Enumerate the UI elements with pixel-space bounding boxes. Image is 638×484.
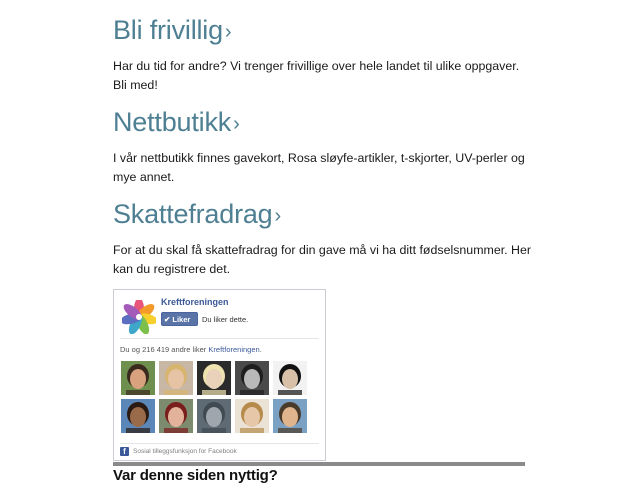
chevron-right-icon: › [233, 113, 240, 135]
checkmark-icon: ✔ [164, 315, 171, 324]
section-nettbutikk [113, 106, 533, 187]
facebook-like-label: Liker [172, 315, 191, 324]
friend-avatar[interactable] [273, 361, 307, 395]
bli-frivillig-heading: Bli frivillig [113, 15, 223, 45]
friend-avatar[interactable] [197, 399, 231, 433]
facebook-divider [120, 338, 319, 339]
bli-frivillig-text: Har du tid for andre? Vi trenger frivillige over hele landet til ulike oppgaver. Bli med! [113, 59, 520, 92]
skattefradrag-link[interactable] [113, 198, 533, 233]
facebook-page-link[interactable]: Kreftforeningen [208, 345, 260, 354]
skattefradrag-text: For at du skal få skattefradrag for din gave må vi ha ditt fødselsnummer. Her kan du registrere det. [113, 243, 532, 276]
section-skattefradrag [113, 198, 533, 279]
friend-avatar[interactable] [273, 399, 307, 433]
section-divider [113, 462, 525, 466]
chevron-right-icon: › [224, 21, 232, 43]
chevron-right-icon: › [274, 205, 281, 227]
facebook-like-box [113, 289, 326, 461]
friend-avatar[interactable] [235, 399, 269, 433]
section-bli-frivillig [113, 14, 533, 95]
facebook-divider [120, 443, 319, 444]
nettbutikk-text: I vår nettbutikk finnes gavekort, Rosa sløyfe-artikler, t-skjorter, UV-perler og mye annet. [113, 151, 525, 184]
nettbutikk-link[interactable] [113, 106, 533, 141]
facebook-footer[interactable] [120, 447, 237, 456]
skattefradrag-heading: Skattefradrag [113, 199, 273, 229]
friend-avatar[interactable] [121, 361, 155, 395]
facebook-count-suffix: . [259, 345, 262, 354]
facebook-like-count [120, 345, 262, 354]
friend-avatar[interactable] [121, 399, 155, 433]
facebook-icon: f [120, 447, 129, 456]
friend-avatar[interactable] [235, 361, 269, 395]
facebook-like-button[interactable] [161, 312, 198, 326]
friend-avatar[interactable] [159, 399, 193, 433]
facebook-you-like-text: Du liker dette. [202, 315, 249, 324]
facebook-count-prefix: Du og 216 419 andre liker [120, 345, 209, 354]
feedback-heading: Var denne siden nyttig? [113, 467, 278, 484]
friend-avatar[interactable] [159, 361, 193, 395]
facebook-page-name[interactable]: Kreftforeningen [161, 297, 229, 307]
friend-avatar[interactable] [197, 361, 231, 395]
nettbutikk-heading: Nettbutikk [113, 107, 232, 137]
bli-frivillig-link[interactable] [113, 14, 533, 49]
facebook-footer-text: Sosial tilleggsfunksjon for Facebook [133, 448, 237, 455]
kreftforeningen-logo-icon[interactable] [122, 300, 156, 334]
